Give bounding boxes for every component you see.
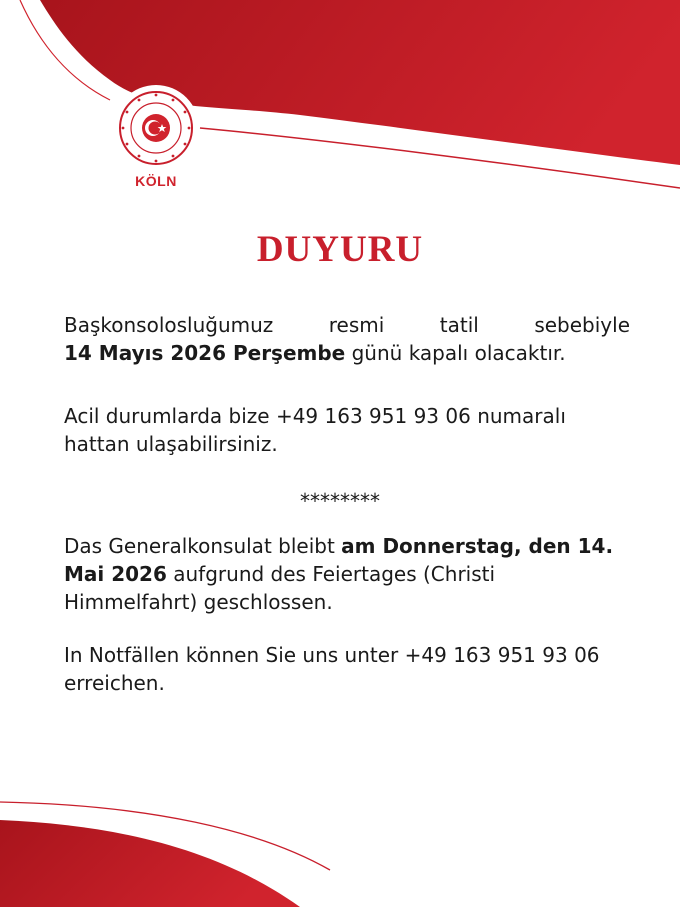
consulate-seal-icon <box>112 84 200 172</box>
de-p1-rest: aufgrund des Feiertages (Christi Himmelfahrt) geschlossen. <box>64 562 496 614</box>
seal-city-label: KÖLN <box>135 173 177 189</box>
de-paragraph-1 <box>64 532 630 616</box>
de-paragraph-2: In Notfällen können Sie uns unter +49 163 951 93 06 erreichen. <box>64 643 600 695</box>
tr-p1-line1: Başkonsolosluğumuz resmi tatil sebebiyle <box>64 313 630 337</box>
de-p1-bold: am Donnerstag, den 14. Mai 2026 <box>64 534 614 586</box>
de-p1-pre: Das Generalkonsulat bleibt <box>64 534 342 558</box>
tr-p1-rest: günü kapalı olacaktır. <box>345 341 566 365</box>
page-title: DUYURU <box>256 229 424 270</box>
tr-paragraph-1 <box>64 311 630 367</box>
separator: ******** <box>300 489 380 513</box>
tr-p1-bold: 14 Mayıs 2026 Perşembe <box>64 341 346 365</box>
tr-paragraph-2: Acil durumlarda bize +49 163 951 93 06 numaralı hattan ulaşabilirsiniz. <box>64 404 566 456</box>
